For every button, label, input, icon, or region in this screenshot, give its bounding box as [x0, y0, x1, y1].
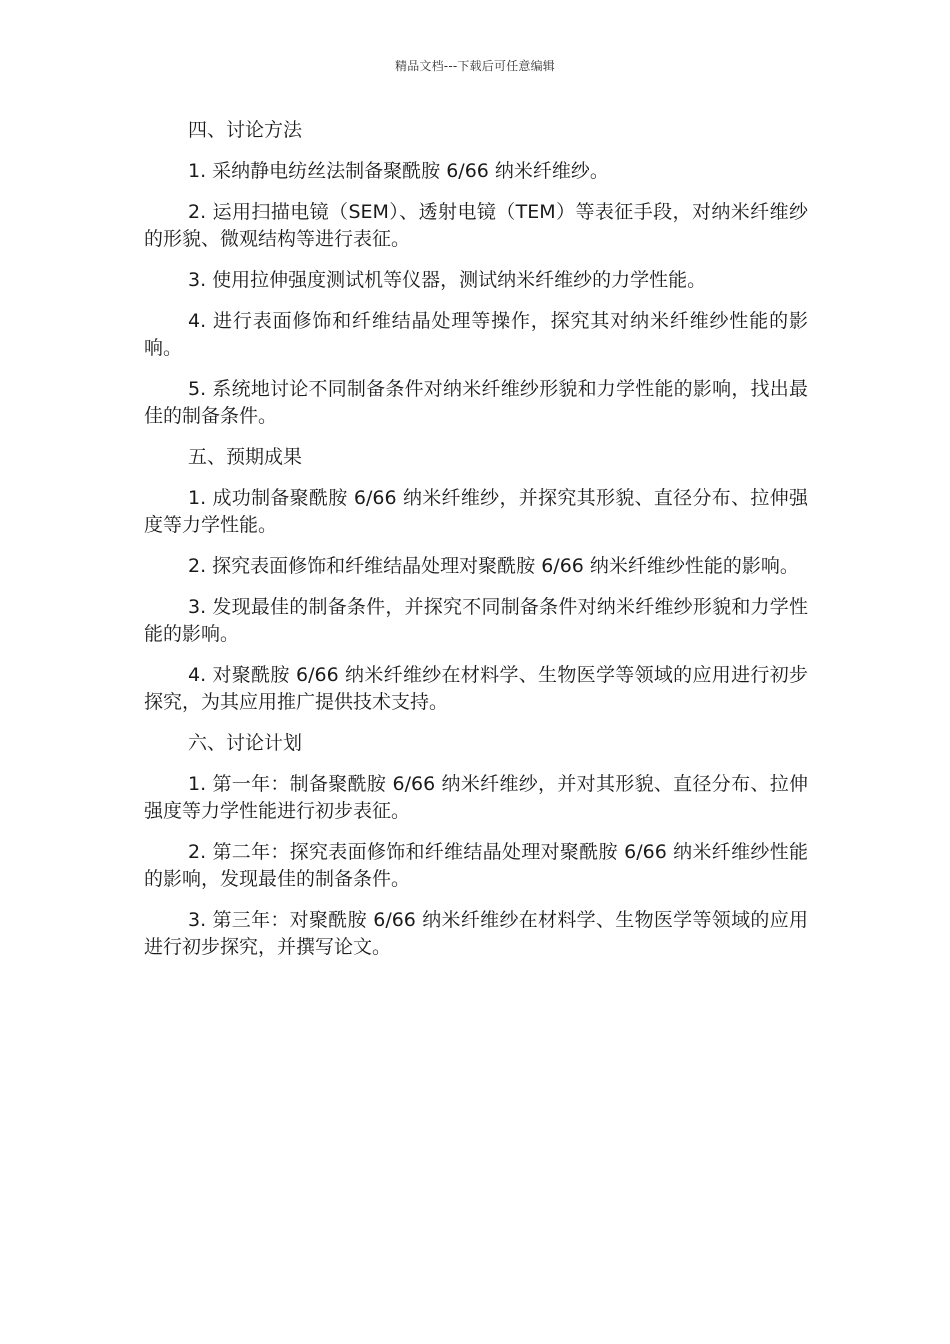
results-item-3: 3. 发现最佳的制备条件，并探究不同制备条件对纳米纤维纱形貌和力学性能的影响。	[144, 596, 808, 645]
results-item-4: 4. 对聚酰胺 6/66 纳米纤维纱在材料学、生物医学等领域的应用进行初步探究，为其应用推广提供技术支持。	[144, 664, 808, 713]
results-item-1: 1. 成功制备聚酰胺 6/66 纳米纤维纱，并探究其形貌、直径分布、拉伸强度等力学性能。	[144, 487, 808, 536]
section-heading-methods: 四、讨论方法	[188, 119, 303, 141]
section-heading-expected-results: 五、预期成果	[188, 446, 303, 468]
plan-item-2: 2. 第二年：探究表面修饰和纤维结晶处理对聚酰胺 6/66 纳米纤维纱性能的影响，发现最佳的制备条件。	[144, 841, 808, 890]
results-item-2: 2. 探究表面修饰和纤维结晶处理对聚酰胺 6/66 纳米纤维纱性能的影响。	[188, 555, 799, 577]
plan-item-1: 1. 第一年：制备聚酰胺 6/66 纳米纤维纱，并对其形貌、直径分布、拉伸强度等力学性能进行初步表征。	[144, 773, 808, 822]
section-heading-plan: 六、讨论计划	[188, 732, 303, 754]
page-header: 精品文档---下载后可任意编辑	[395, 59, 555, 73]
methods-item-1: 1. 采纳静电纺丝法制备聚酰胺 6/66 纳米纤维纱。	[188, 160, 609, 182]
methods-item-4: 4. 进行表面修饰和纤维结晶处理等操作，探究其对纳米纤维纱性能的影响。	[144, 310, 808, 359]
plan-item-3: 3. 第三年：对聚酰胺 6/66 纳米纤维纱在材料学、生物医学等领域的应用进行初步探究，并撰写论文。	[144, 909, 808, 958]
methods-item-3: 3. 使用拉伸强度测试机等仪器，测试纳米纤维纱的力学性能。	[188, 269, 707, 291]
methods-item-5: 5. 系统地讨论不同制备条件对纳米纤维纱形貌和力学性能的影响，找出最佳的制备条件。	[144, 378, 808, 427]
methods-item-2: 2. 运用扫描电镜（SEM）、透射电镜（TEM）等表征手段，对纳米纤维纱的形貌、微观结构等进行表征。	[144, 201, 808, 250]
document-body	[144, 117, 808, 975]
